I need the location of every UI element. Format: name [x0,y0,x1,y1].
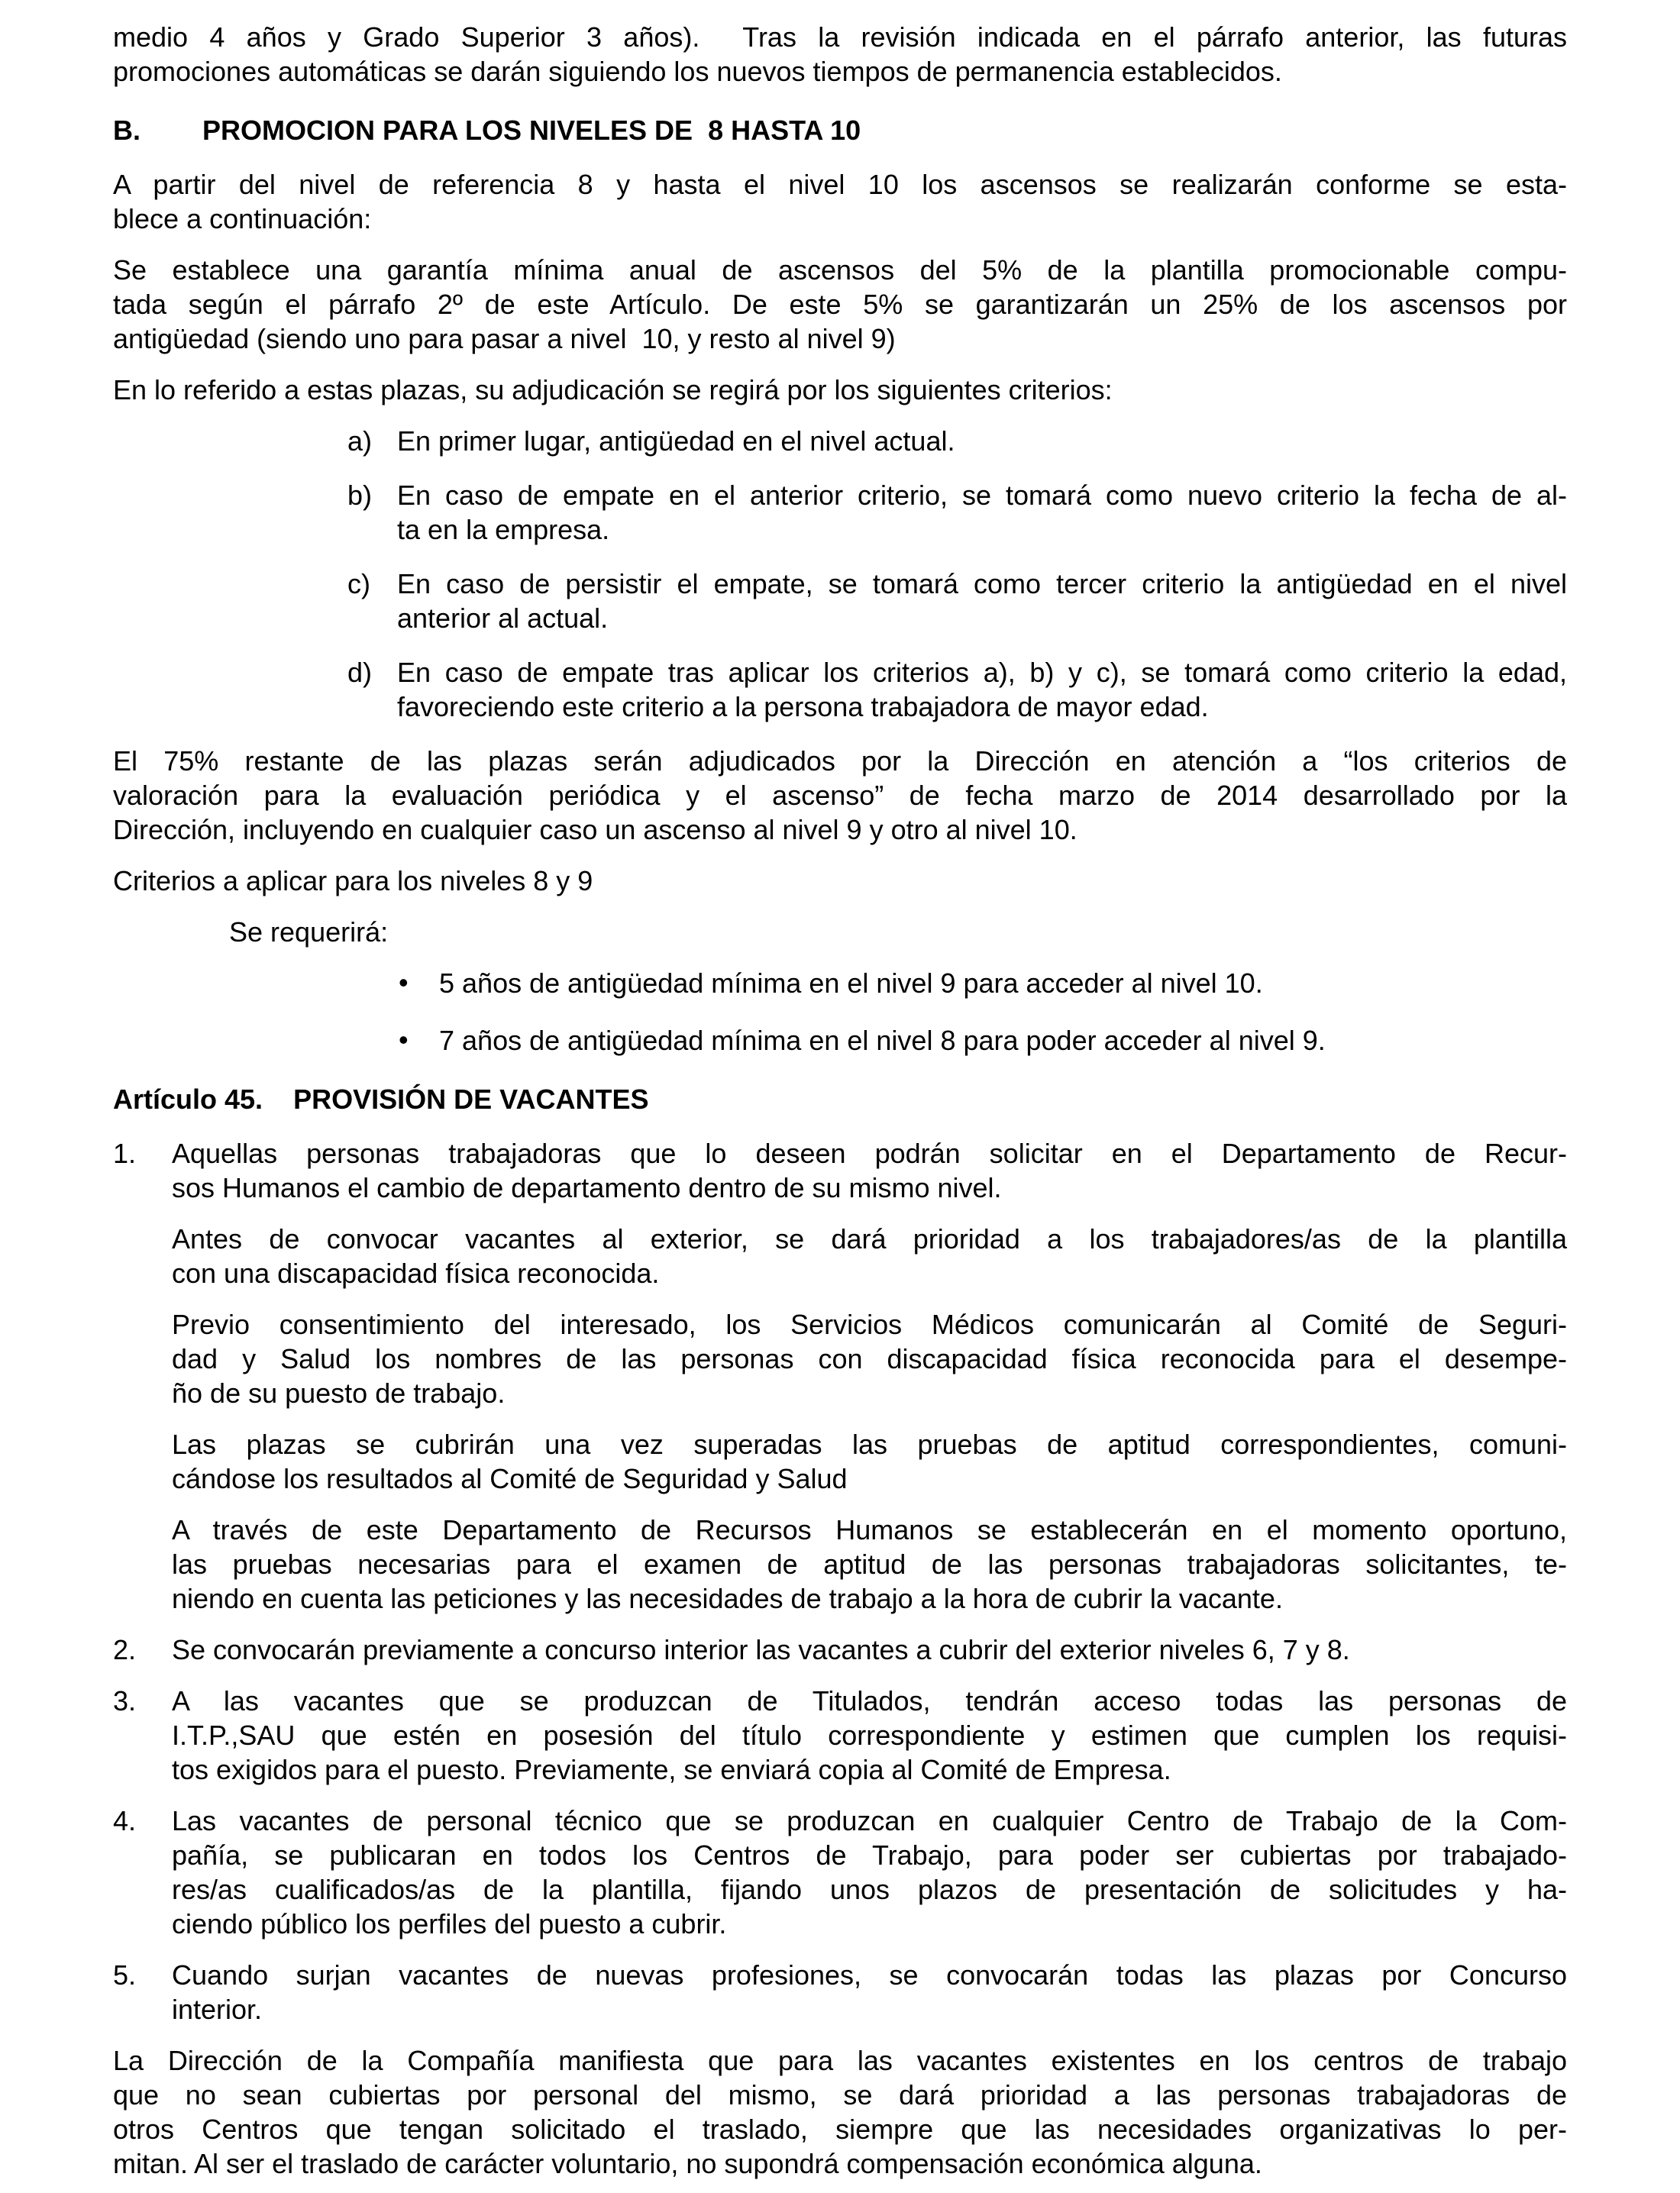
text-line: mitan. Al ser el traslado de carácter voluntario, no supondrá compensación económica alguna. [113,2148,1262,2179]
text-line: medio 4 años y Grado Superior 3 años). Tras la revisión indicada en el párrafo anterior, las futuras [113,21,1567,53]
paragraph [113,864,1567,898]
text-line: sos Humanos el cambio de departamento dentro de su mismo nivel. [172,1172,1002,1203]
paragraph [113,744,1567,847]
text-line: antigüedad (siendo uno para pasar a nivel 10, y resto al nivel 9) [113,323,896,354]
text-line: ño de su puesto de trabajo. [172,1377,506,1409]
block-text [113,966,1567,1000]
text-line: El 75% restante de las plazas serán adjudicados por la Dirección en atención a “los criterios de [113,745,1567,777]
alpha-list-item-c [113,567,1567,635]
text-line: que no sean cubiertas por personal del mismo, se dará prioridad a las personas trabajadoras de [113,2079,1567,2111]
block-text [113,1804,1567,1941]
block-text [113,1513,1567,1616]
list-marker: 1. [113,1138,137,1169]
paragraph-indented [113,915,1567,949]
text-line: Se establece una garantía mínima anual de ascensos del 5% de la plantilla promocionable compu- [113,254,1567,286]
sub-paragraph [113,1222,1567,1290]
text-line: tos exigidos para el puesto. Previamente, se enviará copia al Comité de Empresa. [172,1754,1171,1785]
paragraph [113,373,1567,407]
text-line: En caso de empate tras aplicar los criterios a), b) y c), se tomará como criterio la edad, [397,657,1567,688]
heading-title: PROVISIÓN DE VACANTES [293,1084,649,1115]
block-text [113,1633,1567,1667]
text-line: En caso de empate en el anterior criterio, se tomará como nuevo criterio la fecha de al- [397,480,1567,511]
block-text [113,1222,1567,1290]
text-line: Previo consentimiento del interesado, los Servicios Médicos comunicarán al Comité de Seguri- [172,1309,1567,1340]
block-text [113,478,1567,547]
block-text [113,2043,1567,2181]
alpha-list-item-a [113,424,1567,458]
list-marker: b) [347,480,373,511]
text-line: Criterios a aplicar para los niveles 8 y 9 [113,865,593,896]
block-text [113,1427,1567,1496]
list-marker: 5. [113,1959,137,1991]
text-line: dad y Salud los nombres de las personas con discapacidad física reconocida para el desempe- [172,1343,1567,1374]
sub-paragraph [113,1307,1567,1410]
section-heading-b [113,113,1567,147]
text-line: valoración para la evaluación periódica y el ascenso” de fecha marzo de 2014 desarrollado por la [113,780,1567,811]
text-line: promociones automáticas se darán siguiendo los nuevos tiempos de permanencia establecidos. [113,56,1282,87]
block-text [113,655,1567,724]
text-line: La Dirección de la Compañía manifiesta que para las vacantes existentes en los centros de trabajo [113,2045,1567,2076]
list-marker: a) [347,425,373,457]
text-line: cándose los resultados al Comité de Seguridad y Salud [172,1463,848,1494]
bullet-list-item [113,966,1567,1000]
block-text [113,253,1567,356]
text-line: I.T.P.,SAU que estén en posesión del título correspondiente y estimen que cumplen los requisi- [172,1720,1567,1751]
block-text [113,1684,1567,1787]
sub-paragraph [113,1513,1567,1616]
block-text [113,744,1567,847]
block-text [113,567,1567,635]
numbered-list-item-5 [113,1958,1567,2027]
text-line: A partir del nivel de referencia 8 y hasta el nivel 10 los ascensos se realizarán conforme se esta- [113,169,1567,200]
text-line: Se requerirá: [229,916,389,948]
text-line: favoreciendo este criterio a la persona trabajadora de mayor edad. [397,691,1209,722]
heading-label: Artículo 45. [113,1084,263,1115]
block-text [113,1136,1567,1205]
block-text [113,424,1567,458]
text-line: tada según el párrafo 2º de este Artículo. De este 5% se garantizarán un 25% de los ascensos por [113,289,1567,320]
text-line: En caso de persistir el empate, se tomará como tercer criterio la antigüedad en el nivel [397,568,1567,599]
text-line: En lo referido a estas plazas, su adjudicación se regirá por los siguientes criterios: [113,374,1113,405]
text-line: ciendo público los perfiles del puesto a cubrir. [172,1908,727,1939]
sub-paragraph [113,1427,1567,1496]
text-line: otros Centros que tengan solicitado el traslado, siempre que las necesidades organizativas lo per- [113,2114,1567,2145]
document-content [113,20,1567,2181]
alpha-list-item-b [113,478,1567,547]
text-line: pañía, se publicaran en todos los Centros de Trabajo, para poder ser cubiertas por trabajado- [172,1839,1567,1871]
paragraph-closing [113,2043,1567,2181]
text-line: A través de este Departamento de Recursos Humanos se establecerán en el momento oportuno, [172,1514,1567,1545]
text-line: A las vacantes que se produzcan de Titulados, tendrán acceso todas las personas de [172,1685,1567,1717]
text-line: anterior al actual. [397,602,609,634]
bullet-list-item [113,1023,1567,1058]
numbered-list-item-2 [113,1633,1567,1667]
alpha-list-item-d [113,655,1567,724]
text-line: las pruebas necesarias para el examen de aptitud de las personas trabajadoras solicitantes, te- [172,1549,1567,1580]
numbered-list-item-4 [113,1804,1567,1941]
block-text [113,1023,1567,1058]
list-marker: 3. [113,1685,137,1717]
block-text [113,1307,1567,1410]
paragraph [113,167,1567,236]
text-line: 7 años de antigüedad mínima en el nivel 8 para poder acceder al nivel 9. [439,1025,1326,1056]
text-line: Se convocarán previamente a concurso interior las vacantes a cubrir del exterior niveles 6, 7 y 8. [172,1634,1350,1665]
block-text [113,167,1567,236]
heading-label: B. [113,115,141,146]
list-marker: 4. [113,1805,137,1836]
bullet-icon: • [399,1024,409,1055]
block-text [113,864,1567,898]
text-line: con una discapacidad física reconocida. [172,1258,660,1289]
text-line: Dirección, incluyendo en cualquier caso un ascenso al nivel 9 y otro al nivel 10. [113,814,1077,845]
numbered-list-item-3 [113,1684,1567,1787]
text-line: Cuando surjan vacantes de nuevas profesiones, se convocarán todas las plazas por Concurso [172,1959,1567,1991]
paragraph-intro [113,20,1567,89]
text-line: 5 años de antigüedad mínima en el nivel 9 para acceder al nivel 10. [439,967,1263,999]
numbered-list-item-1 [113,1136,1567,1205]
block-text [113,915,1567,949]
text-line: Las plazas se cubrirán una vez superadas las pruebas de aptitud correspondientes, comuni- [172,1429,1567,1460]
list-marker: d) [347,657,373,688]
text-line: blece a continuación: [113,203,372,234]
text-line: res/as cualificados/as de la plantilla, fijando unos plazos de presentación de solicitudes y ha- [172,1874,1567,1905]
text-line: En primer lugar, antigüedad en el nivel actual. [397,425,955,457]
text-line: interior. [172,1994,263,2025]
section-heading-articulo-45 [113,1082,1567,1116]
text-line: niendo en cuenta las peticiones y las necesidades de trabajo a la hora de cubrir la vacante. [172,1583,1283,1614]
text-line: Las vacantes de personal técnico que se produzcan en cualquier Centro de Trabajo de la Com- [172,1805,1567,1836]
list-marker: 2. [113,1634,137,1665]
heading-title: PROMOCION PARA LOS NIVELES DE 8 HASTA 10 [202,115,861,146]
list-marker: c) [347,568,370,599]
text-line: Antes de convocar vacantes al exterior, se dará prioridad a los trabajadores/as de la plantilla [172,1223,1567,1255]
text-line: ta en la empresa. [397,514,610,545]
paragraph [113,253,1567,356]
block-text [113,20,1567,89]
block-text [113,373,1567,407]
text-line: Aquellas personas trabajadoras que lo deseen podrán solicitar en el Departamento de Recur- [172,1138,1567,1169]
block-text [113,1958,1567,2027]
bullet-icon: • [399,967,409,998]
